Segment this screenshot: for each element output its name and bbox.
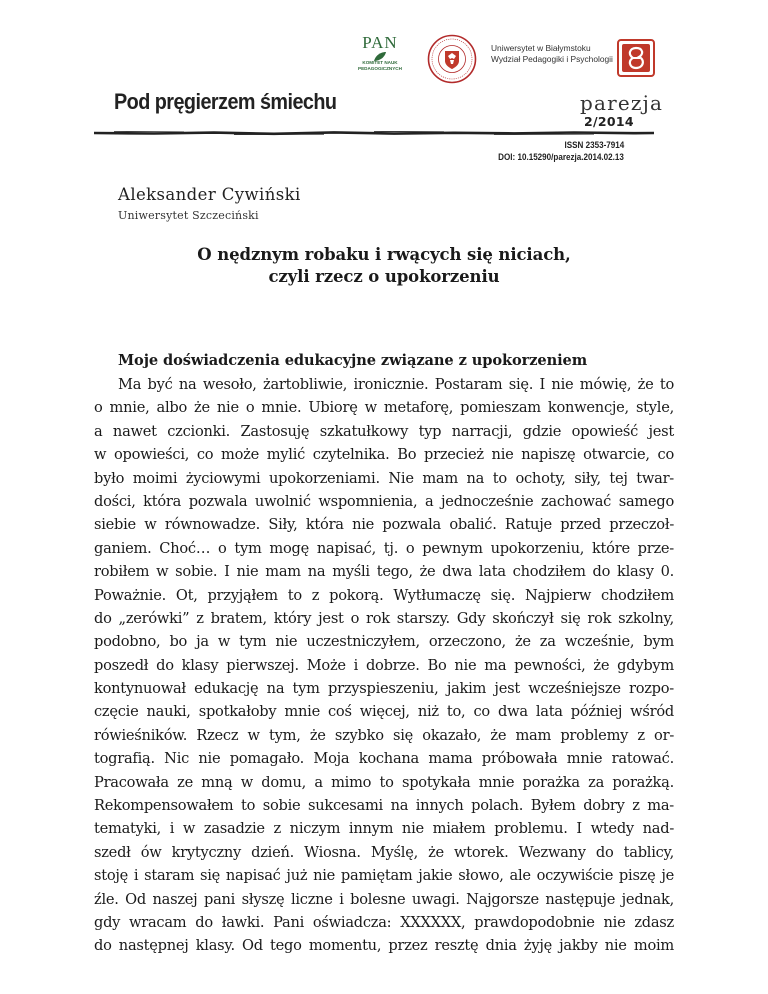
body-line: a nawet czcionki. Zastosuję szkatułkowy typ narracji, gdzie opowieść jest: [94, 422, 674, 440]
university-name: [491, 43, 613, 65]
body-line: Ma być na wesoło, żartobliwie, ironicznie. Postaram się. I nie mówię, że to: [118, 376, 674, 393]
body-line: gdy wracam do ławki. Pani oświadcza: XXXXXX, prawdopodobnie nie zdasz: [94, 913, 674, 931]
body-line: kontynuował edukację na tym przyspieszeniu, jakim jest wcześniejsze rozpo-: [94, 680, 674, 698]
body-line: tografią. Nic nie pomagało. Moja kochana mama próbowała mnie ratować.: [94, 750, 674, 768]
article-title-line2: czyli rzecz o upokorzeniu: [268, 267, 500, 286]
body-line: Pracowała ze mną w domu, a mimo to spotykała mnie porażka za porażką.: [94, 773, 674, 791]
leaf-icon: [373, 51, 387, 62]
journal-issue: 2/2014: [584, 114, 634, 129]
header-rule: [94, 127, 654, 137]
section-heading: Moje doświadczenia edukacyjne związane z upokorzeniem: [118, 352, 588, 369]
pan-logo-sub-line1: KOMITET NAUK: [362, 60, 398, 65]
body-line: dości, która pozwala uwolnić wspomnienia, a jednocześnie zachować samego: [94, 492, 674, 510]
body-line: siebie w równowadze. Siły, która nie pozwala obalić. Ratuje przed przeczoł-: [94, 516, 674, 534]
article-title-line1: O nędznym robaku i rwących się niciach,: [197, 245, 571, 264]
body-line: do następnej klasy. Od tego momentu, przez resztę dnia żyję jakby nie moim: [94, 937, 674, 955]
body-line: było moimi życiowymi upokorzeniami. Nie mam na to ochoty, siły, tej twar-: [94, 469, 674, 487]
journal-name: parezja: [580, 91, 664, 115]
body-line: stoję i staram się napisać już nie pamiętam jakie słowo, ale oczywiście piszę je: [94, 867, 674, 885]
author-name: Aleksander Cywiński: [118, 185, 301, 204]
university-line2: Wydział Pedagogiki i Psychologii: [491, 54, 613, 64]
pan-logo: [352, 34, 408, 86]
author-affiliation: Uniwersytet Szczeciński: [118, 209, 259, 222]
body-line: podobno, bo ja w tym nie uczestniczyłem, orzeczono, że za wcześnie, bym: [94, 633, 674, 651]
university-line1: Uniwersytet w Białymstoku: [491, 43, 591, 53]
body-line: Poważnie. Ot, przyjąłem to z pokorą. Wytłumaczę się. Najpierw chodziłem: [94, 586, 674, 604]
body-line: poszedł do klasy pierwszej. Może i dobrze. Bo nie ma pewności, że gdybym: [94, 656, 674, 674]
body-line: robiłem w sobie. I nie mam na myśli tego, że dwa lata chodziłem do klasy 0.: [94, 563, 674, 581]
body-line: szedł ów krytyczny dzień. Wiosna. Myślę, że wtorek. Wezwany do tablicy,: [94, 843, 674, 861]
pan-logo-sub-line2: PEDAGOGICZNYCH: [358, 66, 402, 71]
body-line: do „zerówki” z bratem, który jest o rok starszy. Gdy skończył się rok szkolny,: [94, 609, 674, 627]
body-line: w opowieści, co może mylić czytelnika. Bo przecież nie napiszę otwarcie, co: [94, 446, 674, 464]
pan-logo-word: PAN: [362, 33, 398, 52]
faculty-logo-icon: [617, 39, 655, 77]
body-line: rówieśników. Rzecz w tym, że szybko się okazało, że mam problemy z or-: [94, 726, 674, 744]
section-title: Pod pręgierzem śmiechu: [114, 89, 337, 114]
body-text: [94, 373, 674, 958]
body-line: tematyki, i w zasadzie z niczym innym nie miałem problemu. I wtedy nad-: [94, 820, 674, 838]
body-line: Rekompensowałem to sobie sukcesami na innych polach. Byłem dobry z ma-: [94, 797, 674, 815]
article-title: [0, 244, 768, 288]
doi-link[interactable]: DOI: 10.15290/parezja.2014.02.13: [498, 152, 624, 163]
body-line: ganiem. Choć… o tym mogę napisać, tj. o pewnym upokorzeniu, które prze-: [94, 539, 674, 557]
body-line: źle. Od naszej pani słyszę liczne i bolesne uwagi. Najgorsze następuje jednak,: [94, 890, 674, 908]
issn-label: ISSN 2353-7914: [564, 140, 624, 151]
body-line: o mnie, albo że nie o mnie. Ubiorę w metaforę, pomieszam konwencje, style,: [94, 399, 674, 417]
body-line: częcie nauki, spotkałoby mnie coś więcej, niż to, co dwa lata później wśród: [94, 703, 674, 721]
university-seal-icon: [427, 34, 477, 84]
